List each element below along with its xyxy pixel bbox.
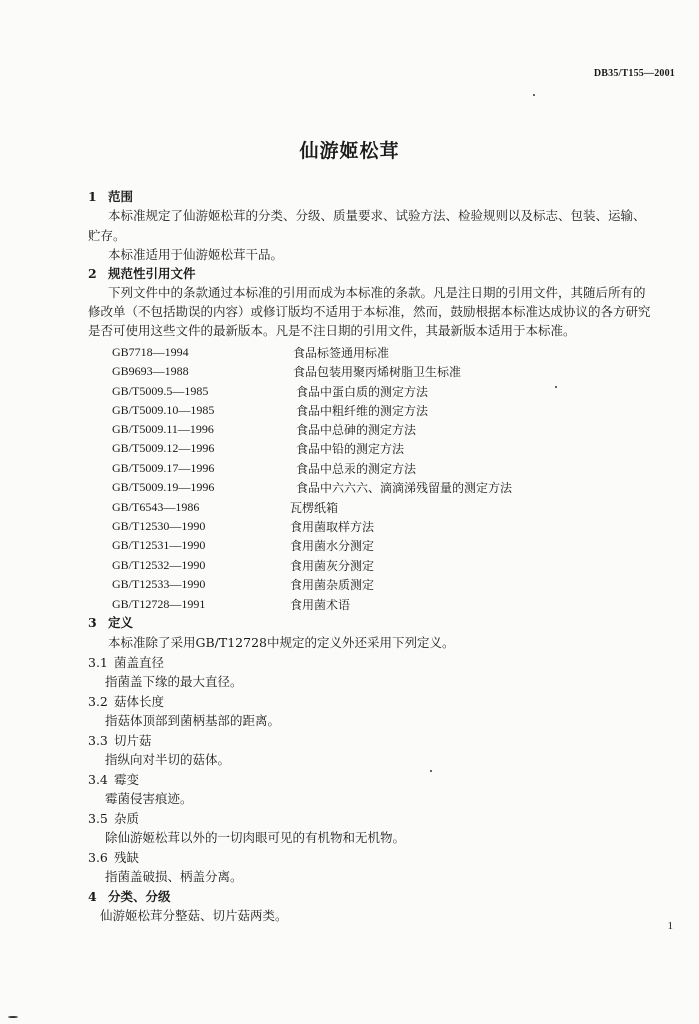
reference-title: 食用菌取样方法 xyxy=(290,520,375,534)
reference-title: 食品中六六六、滴滴涕残留量的测定方法 xyxy=(296,481,513,495)
reference-title: 瓦楞纸箱 xyxy=(290,501,339,515)
scan-speck xyxy=(533,94,535,96)
definition-heading: 3.2 菇体长度 xyxy=(88,694,165,709)
scan-speck xyxy=(430,770,432,772)
definition-heading: 3.3 切片菇 xyxy=(88,733,152,748)
section-1-para-1b: 贮存。 xyxy=(88,228,126,243)
reference-code: GB/T5009.19—1996 xyxy=(112,480,215,494)
reference-code: GB/T6543—1986 xyxy=(112,500,200,514)
scan-speck xyxy=(8,1016,18,1018)
page-title: 仙游姬松茸 xyxy=(299,140,400,162)
section-3-heading: 3 定义 xyxy=(88,615,134,630)
definition-text: 指菌盖下缘的最大直径。 xyxy=(105,674,243,689)
reference-code: GB/T5009.5—1985 xyxy=(112,384,209,398)
definition-text: 指菇体顶部到菌柄基部的距离。 xyxy=(105,713,281,728)
reference-code: GB/T5009.11—1996 xyxy=(112,422,214,436)
reference-title: 食用菌杂质测定 xyxy=(290,578,375,592)
section-1-para-2: 本标准适用于仙游姬松茸干品。 xyxy=(108,247,284,262)
section-3-intro: 本标准除了采用GB/T12728中规定的定义外还采用下列定义。 xyxy=(108,635,455,650)
scan-speck xyxy=(555,386,557,388)
reference-title: 食用菌术语 xyxy=(290,598,351,612)
definition-text: 除仙游姬松茸以外的一切肉眼可见的有机物和无机物。 xyxy=(105,830,406,845)
section-4-heading: 4 分类、分级 xyxy=(88,889,171,904)
section-2-para-1b: 修改单（不包括勘误的内容）或修订版均不适用于本标准，然而，鼓励根据本标准达成协议的各方研究 xyxy=(88,304,651,319)
reference-title: 食品中蛋白质的测定方法 xyxy=(296,385,429,399)
reference-title: 食用菌水分测定 xyxy=(290,539,375,553)
reference-title: 食品中粗纤维的测定方法 xyxy=(296,404,429,418)
section-2-heading: 2 规范性引用文件 xyxy=(88,266,196,281)
definition-text: 指纵向对半切的菇体。 xyxy=(105,752,231,767)
reference-title: 食品包装用聚丙烯树脂卫生标准 xyxy=(293,365,462,379)
reference-title: 食品标签通用标准 xyxy=(293,346,390,360)
definition-heading: 3.6 残缺 xyxy=(88,850,140,865)
reference-code: GB/T5009.17—1996 xyxy=(112,461,215,475)
reference-title: 食品中铅的测定方法 xyxy=(296,442,405,456)
definition-heading: 3.4 霉变 xyxy=(88,772,140,787)
reference-code: GB/T12728—1991 xyxy=(112,597,206,611)
definition-text: 霉菌侵害痕迹。 xyxy=(105,791,193,806)
standard-code: DB35/T155—2001 xyxy=(593,68,675,79)
reference-code: GB/T5009.10—1985 xyxy=(112,403,215,417)
section-2-para-1c: 是否可使用这些文件的最新版本。凡是不注日期的引用文件，其最新版本适用于本标准。 xyxy=(88,323,576,338)
definition-text: 指菌盖破损、柄盖分离。 xyxy=(105,869,243,884)
reference-code: GB/T5009.12—1996 xyxy=(112,441,215,455)
definition-heading: 3.1 菌盖直径 xyxy=(88,655,165,670)
reference-code: GB/T12532—1990 xyxy=(112,558,206,572)
reference-code: GB/T12533—1990 xyxy=(112,577,206,591)
reference-code: GB/T12530—1990 xyxy=(112,519,206,533)
reference-title: 食品中总汞的测定方法 xyxy=(296,462,417,476)
section-4-text: 仙游姬松茸分整菇、切片菇两类。 xyxy=(100,908,288,923)
section-1-heading: 1 范围 xyxy=(88,189,134,204)
reference-title: 食用菌灰分测定 xyxy=(290,559,375,573)
reference-code: GB/T12531—1990 xyxy=(112,538,206,552)
definition-heading: 3.5 杂质 xyxy=(88,811,140,826)
reference-code: GB7718—1994 xyxy=(112,345,189,359)
page-number: 1 xyxy=(667,920,673,932)
section-1-para-1a: 本标准规定了仙游姬松茸的分类、分级、质量要求、试验方法、检验规则以及标志、包装、运输、 xyxy=(108,208,646,223)
section-2-para-1a: 下列文件中的条款通过本标准的引用而成为本标准的条款。凡是注日期的引用文件，其随后所有的 xyxy=(108,285,646,300)
reference-code: GB9693—1988 xyxy=(112,364,189,378)
reference-title: 食品中总砷的测定方法 xyxy=(296,423,417,437)
